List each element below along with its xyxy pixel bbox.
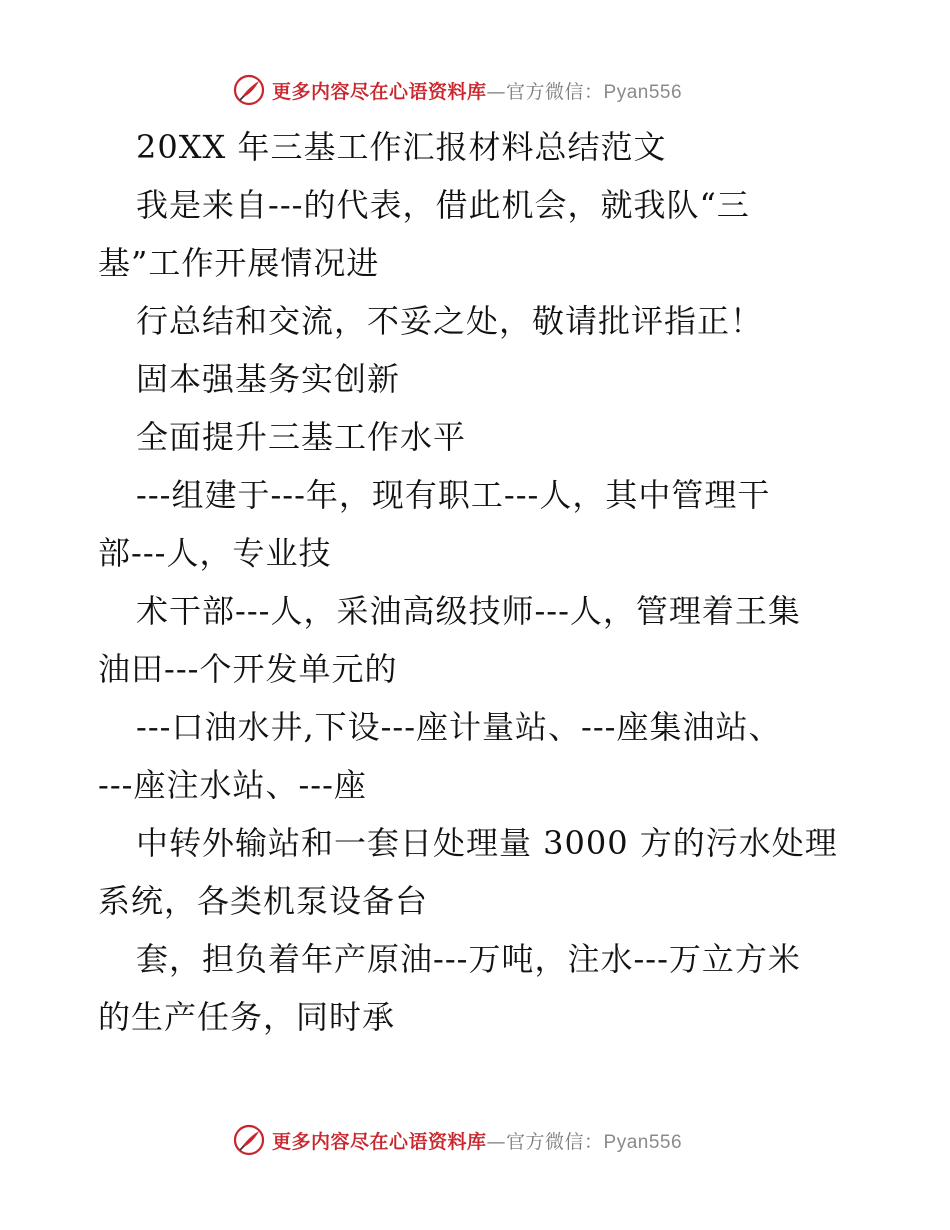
document-line: 中转外输站和一套日处理量 3000 方的污水处理 (136, 824, 838, 862)
document-line: 油田---个开发单元的 (98, 650, 398, 688)
watermark-wechat-label: —官方微信： (486, 1130, 604, 1153)
watermark-wechat-label: —官方微信： (486, 80, 604, 103)
watermark-site-name: 更多内容尽在心语资料库 (272, 1130, 487, 1153)
document-line: ---座注水站、---座 (98, 766, 367, 804)
document-line: 术干部---人，采油高级技师---人，管理着王集 (136, 592, 801, 630)
watermark-wechat-handle: Pyan556 (603, 1131, 683, 1153)
document-line: 20XX 年三基工作汇报材料总结范文 (136, 128, 667, 166)
document-body (98, 118, 858, 1046)
quill-pen-logo-icon (232, 1123, 266, 1157)
watermark-text (272, 77, 682, 104)
document-line: 固本强基务实创新 (136, 360, 401, 398)
document-line: 基”工作开展情况进 (98, 244, 380, 282)
watermark-wechat-handle: Pyan556 (603, 81, 683, 103)
document-line: 行总结和交流，不妥之处，敬请批评指正！ (136, 302, 764, 340)
document-line: 全面提升三基工作水平 (136, 418, 467, 456)
document-line: 部---人，专业技 (98, 534, 332, 572)
footer-watermark (232, 1122, 712, 1158)
document-line: 套，担负着年产原油---万吨，注水---万立方米 (136, 940, 801, 978)
watermark-text (272, 1127, 682, 1154)
document-line: ---组建于---年，现有职工---人，其中管理干 (136, 476, 771, 514)
document-line: 的生产任务，同时承 (98, 998, 396, 1036)
document-line: 系统，各类机泵设备台 (98, 882, 429, 920)
document-line: ---口油水井,下设---座计量站、---座集油站、 (136, 708, 782, 746)
document-line: 我是来自---的代表，借此机会，就我队“三 (136, 186, 750, 224)
quill-pen-logo-icon (232, 73, 266, 107)
header-watermark (232, 72, 712, 108)
watermark-site-name: 更多内容尽在心语资料库 (272, 80, 487, 103)
